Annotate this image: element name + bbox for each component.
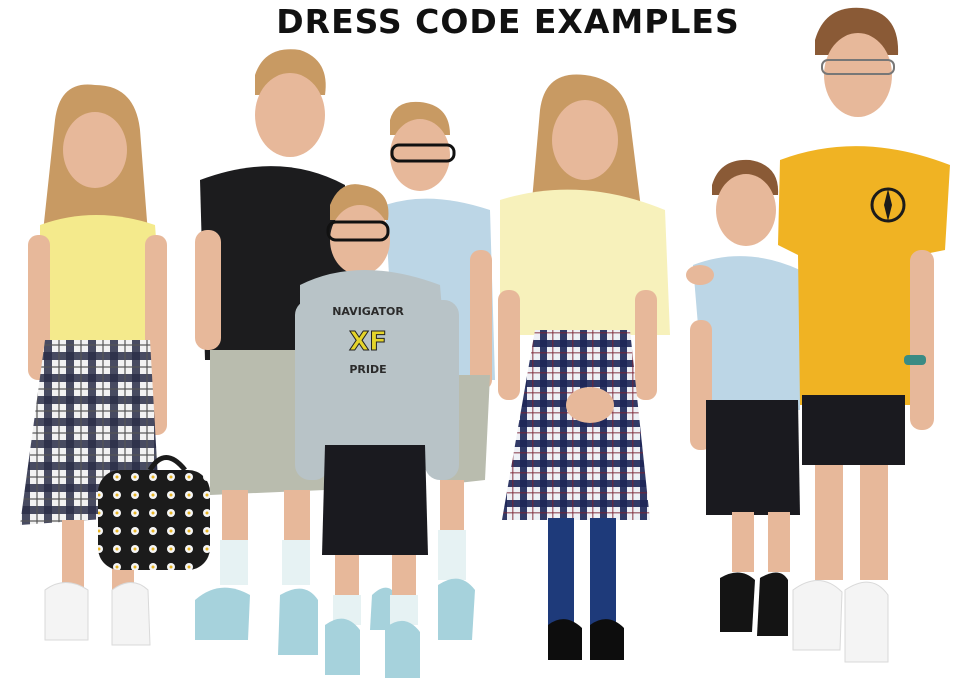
page-title: DRESS CODE EXAMPLES	[276, 2, 740, 41]
girl-cream-polo-plaid-jumper	[498, 74, 670, 660]
hoodie-print-logo: XF	[349, 327, 387, 357]
hoodie-print-bottom: PRIDE	[349, 363, 387, 376]
hoodie-print-top: NAVIGATOR	[332, 305, 404, 318]
girl-yellow-polo-plaid-skirt	[20, 84, 210, 645]
